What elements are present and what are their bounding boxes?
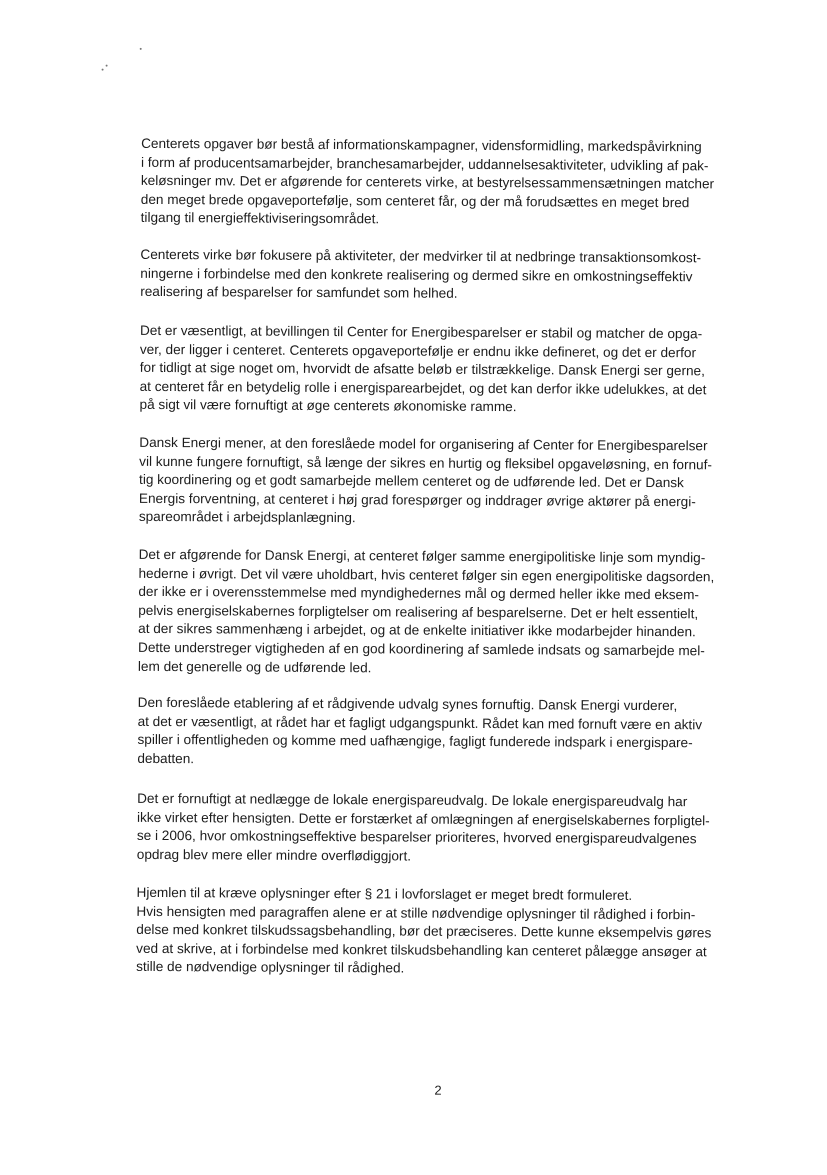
scan-speck bbox=[102, 69, 104, 71]
text-line: Dette understreger vigtigheden af en god koordinering af samlede indsats og samarbejde mel- bbox=[138, 639, 705, 659]
text-line: pelvis energiselskabernes forpligtelser om realisering af besparelserne. Det er helt essentielt, bbox=[138, 602, 699, 622]
text-line: Centerets opgaver bør bestå af informationskampagner, vidensformidling, markedspåvirkning bbox=[141, 135, 702, 155]
text-line: spiller i offentligheden og komme med uafhængige, fagligt funderede indspark i energispare- bbox=[137, 732, 693, 751]
text-line: at centeret får en betydelig rolle i energisparearbejdet, og det kan derfor ikke udelukkes, at det bbox=[139, 378, 707, 398]
text-line: Den foreslåede etablering af et rådgivende udvalg synes fornuftig. Dansk Energi vurderer, bbox=[137, 694, 678, 714]
text-line: spareområdet i arbejdsplanlægning. bbox=[138, 509, 356, 526]
text-line: i form af producentsamarbejder, branchesamarbejder, uddannelsesaktiviteter, udvikling af pak- bbox=[140, 154, 709, 173]
text-line: Hjemlen til at kræve oplysninger efter § 21 i lovforslaget er meget bredt formuleret. bbox=[136, 884, 633, 903]
text-line: Det er fornuftigt at nedlægge de lokale energispareudvalg. De lokale energispareudvalg har bbox=[137, 790, 688, 810]
page-number: 2 bbox=[434, 1082, 442, 1098]
text-line: ved at skrive, at i forbindelse med konkret tilskudsbehandling kan centeret pålægge ansøger at bbox=[136, 940, 707, 960]
text-line: at det er væsentligt, at rådet har et fagligt udgangspunkt. Rådet kan med fornuft være en aktiv bbox=[137, 713, 703, 732]
text-line: stille de nødvendige oplysninger til rådighed. bbox=[136, 959, 405, 976]
text-line: Energis forventning, at centeret i høj grad forespørger og inddrager øvrige aktører på energi- bbox=[138, 490, 696, 510]
paragraph bbox=[136, 884, 769, 981]
scan-speck bbox=[106, 65, 108, 67]
text-line: Dansk Energi mener, at den foreslåede model for organisering af Center for Energibesparelser bbox=[139, 434, 708, 454]
paragraph bbox=[141, 135, 774, 232]
text-line: keløsninger mv. Det er afgørende for centerets virke, at bestyrelsessammensætningen matcher bbox=[140, 173, 715, 192]
text-line: debatten. bbox=[137, 750, 195, 766]
text-line: for tidligt at sige noget om, hvorvidt de afsatte beløb er tilstrækkelige. Dansk Energi ser gerne, bbox=[139, 360, 705, 379]
paragraph bbox=[137, 694, 769, 772]
text-line: vil kunne fungere fornuftigt, så længe der sikres en hurtig og fleksibel opgaveløsning, en fornuf- bbox=[139, 453, 713, 472]
scan-speck bbox=[140, 48, 142, 50]
text-line: se i 2006, hvor omkostningseffektive besparelser prioriteres, hvorved energispareudvalgenes bbox=[136, 828, 697, 847]
text-line: at der sikres sammenhæng i arbejdet, og at de enkelte initiativer ikke modarbejder hinanden. bbox=[138, 621, 696, 640]
text-line: opdrag blev mere eller mindre overflødiggjort. bbox=[136, 846, 412, 864]
text-line: realisering af besparelser for samfundet som helhed. bbox=[140, 284, 458, 301]
text-line: Hvis hensigten med paragraffen alene er at stille nødvendige oplysninger til rådighed i forbin- bbox=[136, 903, 696, 922]
text-line: ikke virket efter hensigten. Dette er forstærket af omlægningen af energiselskabernes forpligtel- bbox=[136, 809, 710, 828]
text-line: Det er afgørende for Dansk Energi, at centeret følger samme energipolitiske linje som myndig- bbox=[138, 546, 706, 566]
text-line: Centerets virke bør fokusere på aktiviteter, der medvirker til at nedbringe transaktionsomkost- bbox=[140, 246, 702, 266]
paragraph bbox=[140, 246, 772, 306]
text-line: ver, der ligger i centeret. Centerets opgaveportefølje er endnu ikke defineret, og det er derfor bbox=[139, 341, 697, 360]
text-line: ningerne i forbindelse med den konkrete realisering og dermed sikre en omkostningseffektiv bbox=[140, 265, 693, 284]
paragraph bbox=[139, 434, 772, 531]
text-line: den meget brede opgaveportefølje, som centeret får, og der må forudsættes en meget bred bbox=[140, 191, 690, 210]
text-line: på sigt vil være fornuftigt at øge centerets økonomiske ramme. bbox=[139, 397, 517, 415]
paragraph bbox=[138, 546, 771, 680]
text-line: tig koordinering og et godt samarbejde mellem centeret og de udførende led. Det er Dansk bbox=[139, 472, 684, 491]
text-line: der ikke er i overensstemmelse med myndighedernes mål og dermed heller ikke med eksem- bbox=[138, 584, 700, 603]
text-line: hederne i øvrigt. Det vil være uholdbart, hvis centeret følger sin egen energipolitiske dagsorden, bbox=[138, 565, 715, 584]
paragraph bbox=[139, 322, 772, 419]
paragraph bbox=[137, 790, 769, 868]
text-line: tilgang til energieffektiviseringsområdet. bbox=[140, 210, 380, 227]
text-line: delse med konkret tilskudssagsbehandling, bør det præciseres. Dette kunne eksempelvis gøres bbox=[136, 922, 712, 941]
text-line: lem det generelle og de udførende led. bbox=[137, 658, 372, 675]
text-line: Det er væsentligt, at bevillingen til Center for Energibesparelser er stabil og matcher de opga- bbox=[139, 322, 703, 342]
